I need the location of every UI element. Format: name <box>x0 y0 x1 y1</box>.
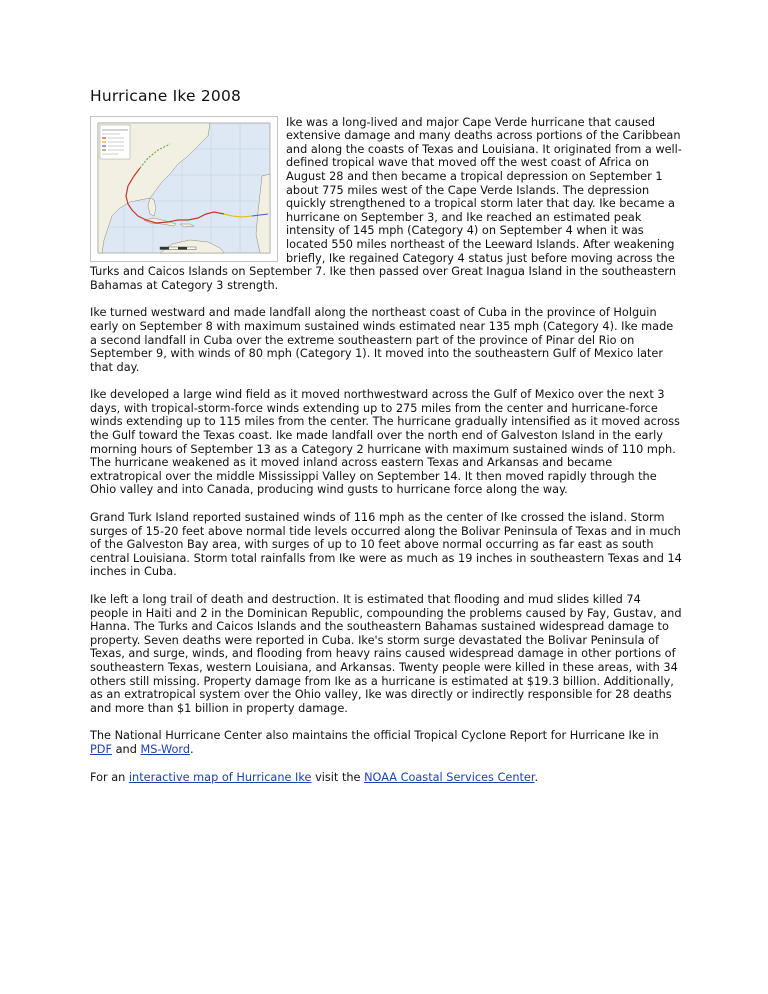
p6-text-after: . <box>190 742 194 756</box>
page-title: Hurricane Ike 2008 <box>90 87 242 105</box>
p7-text-before: For an <box>90 770 129 784</box>
track-map-svg <box>90 116 278 262</box>
p6-text-before: The National Hurricane Center also maintains the official Tropical Cyclone Report for Hurricane Ike in <box>90 729 659 743</box>
interactive-map-link[interactable]: interactive map of Hurricane Ike <box>128 770 312 784</box>
paragraph-1: Ike was a long-lived and major Cape Verde hurricane that caused extensive damage and many deaths across portions of the Caribbean and along the coasts of Texas and Louisiana. It originated from a well-defined tropical wave that moved off the west coast of Africa on August 28 and then became a tropical depression on September 1 about 775 miles west of the Cape Verde Islands. The depression quickly strengthened to a tropical storm later that day. Ike became a hurricane on September 3, and Ike reached an estimated peak intensity of 145 mph (Category 4) on September 4 when it was located 550 miles northeast of the Leeward Islands. After weakening briefly, Ike regained Category 4 status just before moving across the Turks and Caicos Islands on September 7. Ike then passed over Great Inagua Island in the southeastern Bahamas at Category 3 strength. <box>90 115 682 292</box>
p7-text-after: . <box>534 770 539 784</box>
paragraph-2: Ike turned westward and made landfall along the northeast coast of Cuba in the province of Holguin early on September 8 with maximum sustained winds estimated near 135 mph (Category 4). Ike made a second landfall in Cuba over the extreme southeastern part of the province of Pinar del Rio on September 9, with winds of 80 mph (Category 1). It moved into the southeastern Gulf of Mexico later that day. <box>90 306 674 374</box>
p6-text-mid: and <box>112 742 141 756</box>
paragraph-6 <box>90 729 682 756</box>
ms-word-link[interactable]: MS-Word <box>140 742 191 756</box>
pdf-link[interactable]: PDF <box>90 742 113 756</box>
document-page <box>90 87 682 798</box>
map-legend <box>100 125 130 159</box>
paragraph-7 <box>90 771 682 785</box>
paragraph-5: Ike left a long trail of death and destruction. It is estimated that flooding and mud slides killed 74 people in Haiti and 2 in the Dominican Republic, compounding the problems caused by Fay, Gustav, and Hanna. The Turks and Caicos Islands and the southeastern Bahamas sustained widespread damage to property. Seven deaths were reported in Cuba. Ike's storm surge devastated the Bolivar Peninsula of Texas, and surge, winds, and flooding from heavy rains caused widespread damage in other portions of southeastern Texas, western Louisiana, and Arkansas. Twenty people were killed in these areas, with 34 others still missing. Property damage from Ike as a hurricane is estimated at $19.3 billion. Additionally, as an extratropical system over the Ohio valley, Ike was directly or indirectly responsible for 28 deaths and more than $1 billion in property damage. <box>90 593 682 715</box>
p7-text-mid: visit the <box>311 770 365 784</box>
hurricane-track-map <box>90 116 278 262</box>
paragraph-4: Grand Turk Island reported sustained winds of 116 mph as the center of Ike crossed the island. Storm surges of 15-20 feet above normal tide levels occurred along the Bolivar Peninsula of Texas and in much of the Galveston Bay area, with surges of up to 10 feet above normal occurring as far east as south central Louisiana. Storm total rainfalls from Ike were as much as 19 inches in southeastern Texas and 14 inches in Cuba. <box>90 511 682 579</box>
map-scale-bar <box>160 247 196 250</box>
noaa-csc-link[interactable]: NOAA Coastal Services Center <box>364 770 535 784</box>
paragraph-3: Ike developed a large wind field as it moved northwestward across the Gulf of Mexico over the next 3 days, with tropical-storm-force winds extending up to 275 miles from the center and hurricane-force winds extending up to 115 miles from the center. The hurricane gradually intensified as it moved across the Gulf toward the Texas coast. Ike made landfall over the north end of Galveston Island in the early morning hours of September 13 as a Category 2 hurricane with maximum sustained winds of 110 mph. The hurricane weakened as it moved inland across eastern Texas and Arkansas and became extratropical over the middle Mississippi Valley on September 14. It then moved rapidly through the Ohio valley and into Canada, producing wind gusts to hurricane force along the way. <box>90 388 680 497</box>
